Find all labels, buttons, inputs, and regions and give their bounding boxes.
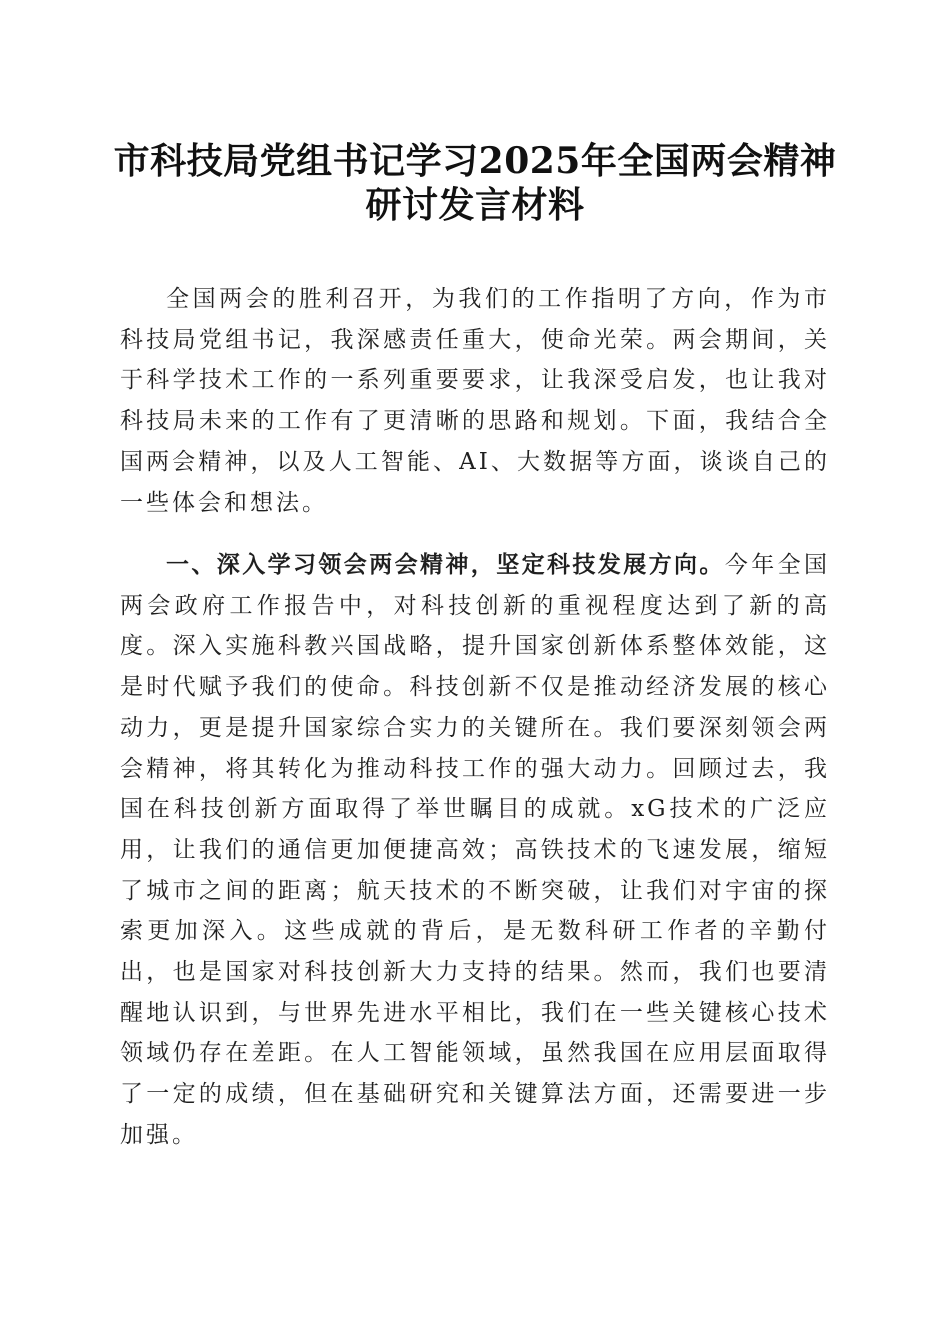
document-title-line-1: 市科技局党组书记学习2025年全国两会精神 xyxy=(113,140,837,182)
section-1-heading: 一、深入学习领会两会精神，坚定科技发展方向。 xyxy=(166,552,725,578)
document-title-line-2: 研讨发言材料 xyxy=(365,184,585,226)
section-1-body: 今年全国两会政府工作报告中，对科技创新的重视程度达到了新的高度。深入实施科教兴国战略，提升国家创新体系整体效能，这是时代赋予我们的使命。科技创新不仅是推动经济发展的核心动力，更是提升国家综合实力的关键所在。我们要深刻领会两会精神，将其转化为推动科技工作的强大动力。回顾过去，我国在科技创新方面取得了举世瞩目的成就。xG技术的广泛应用，让我们的通信更加便捷高效；高铁技术的飞速发展，缩短了城市之间的距离；航天技术的不断突破，让我们对宇宙的探索更加深入。这些成就的背后，是无数科研工作者的辛勤付出，也是国家对科技创新大力支持的结果。然而，我们也要清醒地认识到，与世界先进水平相比，我们在一些关键核心技术领域仍存在差距。在人工智能领域，虽然我国在应用层面取得了一定的成绩，但在基础研究和关键算法方面，还需要进一步加强。 xyxy=(120,552,831,1148)
intro-paragraph: 全国两会的胜利召开，为我们的工作指明了方向，作为市科技局党组书记，我深感责任重大，使命光荣。两会期间，关于科学技术工作的一系列重要要求，让我深受启发，也让我对科技局未来的工作有了更清晰的思路和规划。下面，我结合全国两会精神，以及人工智能、AI、大数据等方面，谈谈自己的一些体会和想法。 xyxy=(120,286,830,516)
section-1-paragraph xyxy=(120,545,830,1156)
